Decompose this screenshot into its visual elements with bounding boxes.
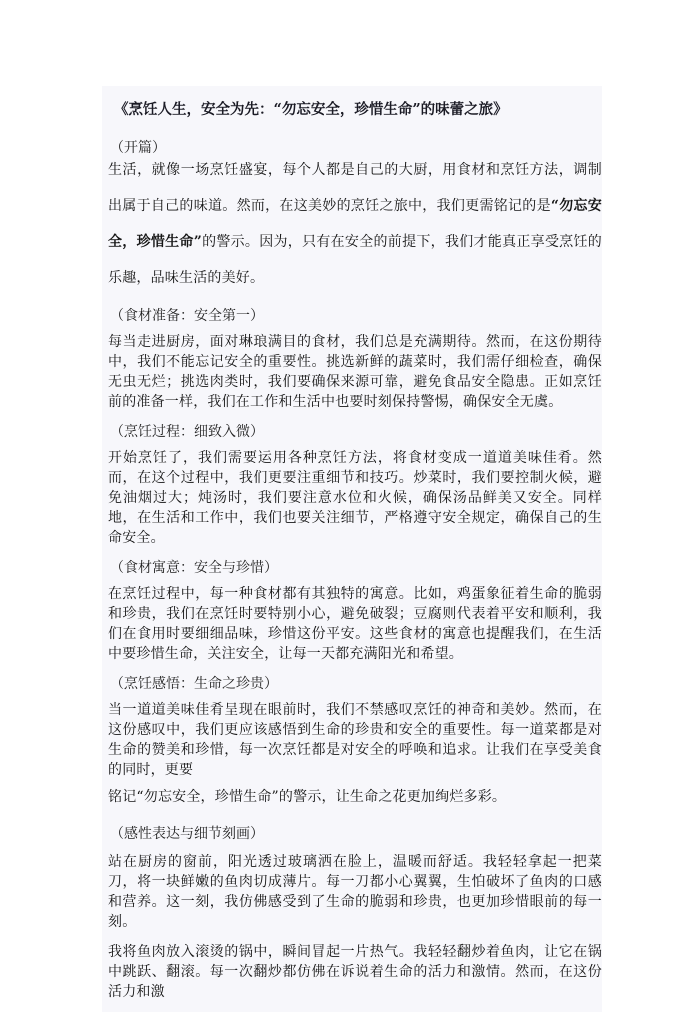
section-heading: （开篇） <box>110 140 166 156</box>
section-paragraph: 在烹饪过程中，每一种食材都有其独特的寓意。比如，鸡蛋象征着生命的脆弱和珍贵，我们在烹饪时要特别小心，避免破裂；豆腐则代表着平安和顺利，我们在食用时要细细品味，珍惜这份平安。这些食材的寓意也提醒我们，在生活中要珍惜生命，关注安全，让每一天都充满阳光和希望。 <box>108 586 602 662</box>
section-paragraph: 当一道道美味佳肴呈现在眼前时，我们不禁感叹烹饪的神奇和美妙。然而，在这份感叹中，我们更应该感悟到生命的珍贵和安全的重要性。每一道菜都是对生命的赞美和珍惜，每一次烹饪都是对安全的呼唤和追求。让我们在享受美食的同时，更要 <box>108 702 602 778</box>
opening-paragraph <box>108 152 602 296</box>
section-paragraph: 站在厨房的窗前，阳光透过玻璃洒在脸上，温暖而舒适。我轻轻拿起一把菜刀，将一块鲜嫩的鱼肉切成薄片。每一刀都小心翼翼，生怕破坏了鱼肉的口感和营养。这一刻，我仿佛感受到了生命的脆弱和珍贵，也更加珍惜眼前的每一刻。 <box>108 854 602 930</box>
paragraph-text: 的警示。因为，只有在安全的前提下，我们才能真正享受烹饪的乐趣，品味生活的美好。 <box>108 234 603 286</box>
section-sensory-expression <box>106 824 602 1002</box>
emphasis-text: “勿忘安全，珍惜生命” <box>108 198 603 250</box>
section-ingredient-meaning <box>106 558 602 664</box>
section-paragraph: 开始烹饪了，我们需要运用各种烹饪方法，将食材变成一道道美味佳肴。然而，在这个过程中，我们更要注重细节和技巧。炒菜时，我们要控制火候，避免油烟过大；炖汤时，我们要注意水位和火候，确保汤品鲜美又安全。同样地，在生活和工作中，我们也要关注细节，严格遵守安全规定，确保自己的生命安全。 <box>108 450 602 546</box>
section-heading: （烹饪感悟：生命之珍贵） <box>110 676 278 692</box>
opening-section <box>106 138 602 296</box>
document-body <box>102 86 602 1012</box>
document-title: 《烹饪人生，安全为先：“勿忘安全，珍惜生命”的味蕾之旅》 <box>114 101 508 118</box>
paragraph-text: 生活，就像一场烹饪盛宴，每个人都是自己的大厨，用食材和烹饪方法，调制出属于自己的味道。然而，在这美妙的烹饪之旅中，我们更需铭记的是 <box>108 162 602 214</box>
section-paragraph: 我将鱼肉放入滚烫的锅中，瞬间冒起一片热气。我轻轻翻炒着鱼肉，让它在锅中跳跃、翻滚。每一次翻炒都仿佛在诉说着生命的活力和激情。然而，在这份活力和激 <box>108 944 602 1000</box>
section-heading: （烹饪过程：细致入微） <box>110 424 264 440</box>
section-ingredients <box>106 306 602 412</box>
section-heading: （感性表达与细节刻画） <box>110 826 264 842</box>
section-reflection <box>106 674 602 814</box>
section-paragraph: 每当走进厨房，面对琳琅满目的食材，我们总是充满期待。然而，在这份期待中，我们不能忘记安全的重要性。挑选新鲜的蔬菜时，我们需仔细检查，确保无虫无烂；挑选肉类时，我们要确保来源可靠，避免食品安全隐患。正如烹饪前的准备一样，我们在工作和生活中也要时刻保持警惕，确保安全无虞。 <box>108 334 602 410</box>
section-cooking-process <box>106 422 602 548</box>
section-heading: （食材准备：安全第一） <box>110 308 264 324</box>
section-paragraph-continued: 铭记“勿忘安全，珍惜生命”的警示，让生命之花更加绚烂多彩。 <box>108 789 507 805</box>
section-heading: （食材寓意：安全与珍惜） <box>110 560 278 576</box>
